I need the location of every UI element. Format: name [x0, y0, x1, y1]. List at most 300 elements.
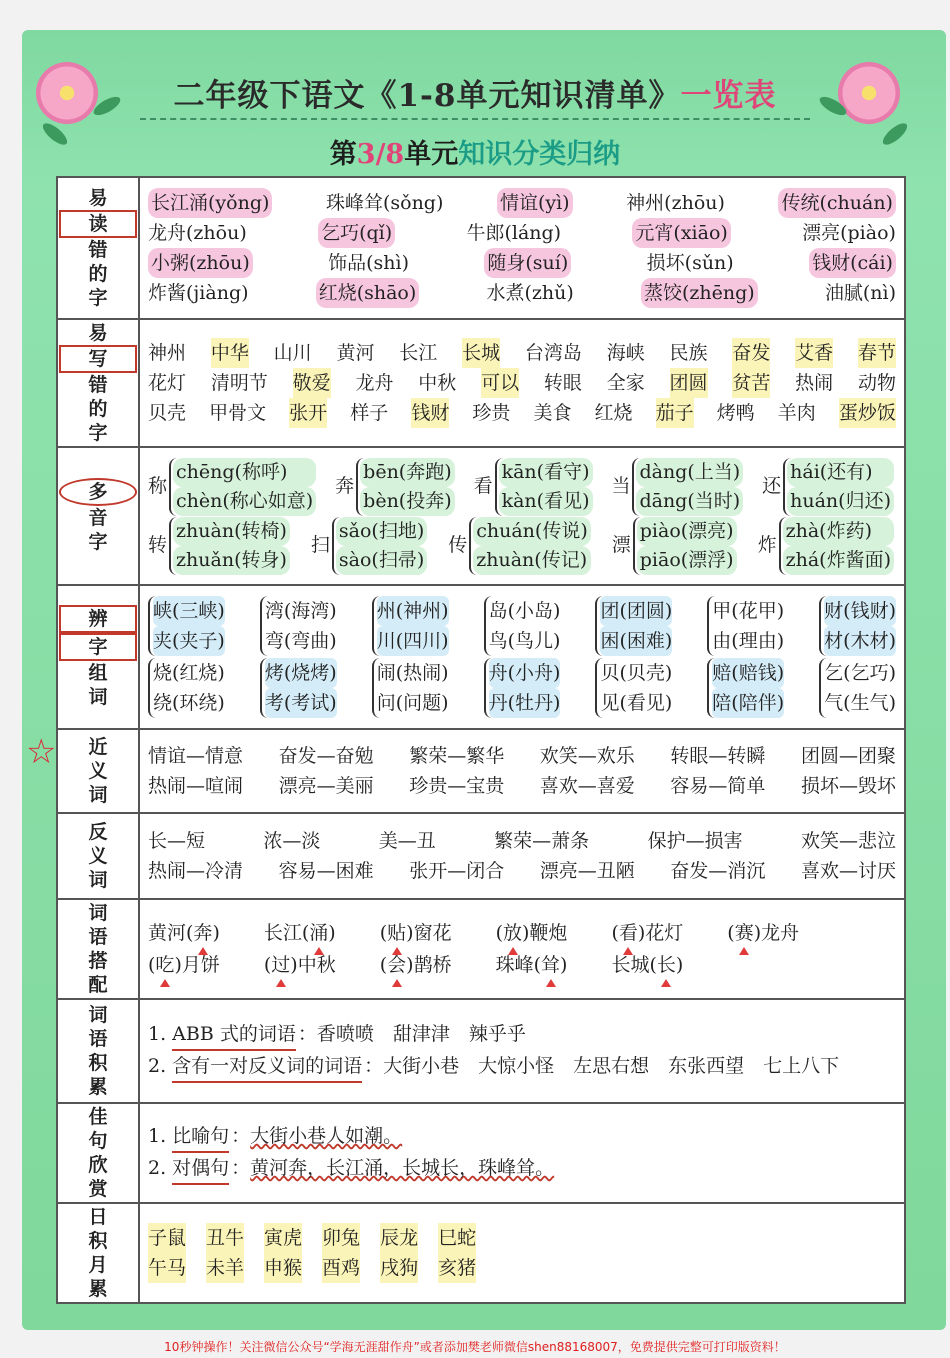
- antonym-pair: 喜欢—讨厌: [800, 860, 896, 882]
- polyphone-reading-a: chēng(称呼): [173, 458, 316, 487]
- collocation-item: [496, 950, 568, 980]
- zodiac-item: 未羊: [206, 1253, 244, 1283]
- antonym-pair: 保护—损害: [647, 830, 743, 852]
- distinguish-word: 由(理由): [712, 630, 785, 652]
- easy-read-word: 漂亮(piào): [802, 222, 896, 244]
- sentence-label: 对偶句: [172, 1153, 229, 1185]
- distinguish-group: [595, 596, 672, 656]
- collocations-content: [139, 899, 905, 999]
- easy-read-word: 乞巧(qǐ): [318, 218, 395, 248]
- easy-write-word: 山川: [273, 342, 312, 364]
- collocation-item: [611, 918, 683, 948]
- polyphone-reading-b: bèn(投奔): [360, 487, 454, 516]
- collocation-post: )龙舟: [753, 922, 800, 944]
- collocation-post: )鹊桥: [406, 954, 452, 976]
- category-easy-read: [57, 177, 139, 319]
- polyphone-char: 看: [473, 475, 493, 497]
- easy-write-word: 珍贵: [472, 402, 511, 424]
- polyphone-reading-b: dāng(当时): [636, 487, 743, 516]
- collocation-key: 吃: [155, 950, 174, 980]
- easy-read-word: 油腻(nì): [824, 282, 896, 304]
- category-char: 搭: [88, 950, 108, 972]
- distinguish-group: [148, 658, 225, 718]
- easy-read-row: [148, 218, 896, 248]
- easy-write-word: 样子: [350, 402, 389, 424]
- collocation-item: [611, 950, 683, 980]
- antonym-pair: 漂亮—丑陋: [539, 860, 635, 882]
- polyphone-reading-a: piào(漂亮): [637, 517, 737, 546]
- easy-read-word: 神州(zhōu): [626, 192, 725, 214]
- collocation-row: [148, 918, 896, 948]
- distinguish-word: 丹(牡丹): [489, 688, 561, 718]
- polyphone-char: 奔: [335, 475, 355, 497]
- distinguish-word: 烤(烧烤): [265, 658, 337, 688]
- category-char: 义: [88, 845, 108, 867]
- polyphone-char: 当: [611, 475, 631, 497]
- easy-read-word: 传统(chuán): [778, 188, 896, 218]
- category-char: 句: [88, 1130, 108, 1152]
- easy-read-word: 长江涌(yǒng): [148, 188, 272, 218]
- collocation-post: ): [212, 922, 220, 944]
- easy-write-word: 长城: [462, 338, 500, 368]
- easy-read-word: 蒸饺(zhēng): [641, 278, 758, 308]
- star-mark-icon: ☆: [26, 732, 57, 772]
- easy-read-word: 情谊(yì): [497, 188, 573, 218]
- polyphone-readings: [495, 458, 593, 516]
- category-char: 字: [88, 531, 108, 553]
- distinguish-word: 岛(小岛): [488, 600, 561, 622]
- easy-write-word: 奋发: [732, 338, 770, 368]
- category-sentences: [57, 1103, 139, 1203]
- easy-write-word: 台湾岛: [524, 342, 582, 364]
- collocation-post: ): [560, 954, 568, 976]
- polyphone-char: 炸: [757, 534, 777, 556]
- category-char-marked: 写: [59, 345, 137, 373]
- easy-write-word: 团圆: [670, 368, 708, 398]
- distinguish-word: 弯(弯曲): [264, 630, 337, 652]
- easy-read-content: [139, 177, 905, 319]
- collocation-post: )窗花: [406, 922, 452, 944]
- easy-write-word: 中秋: [418, 372, 457, 394]
- category-char: 累: [88, 1076, 108, 1098]
- polyphone-char: 传: [448, 534, 468, 556]
- page-subtitle: 第3/8单元知识分类归纳: [329, 139, 621, 170]
- easy-read-word: 牛郎(láng): [466, 222, 562, 244]
- polyphone-readings: [633, 517, 737, 575]
- category-char: 的: [88, 398, 108, 420]
- collocation-pre: (: [379, 954, 388, 976]
- distinguish-row: [148, 658, 896, 718]
- easy-read-word: 钱财(cái): [809, 248, 896, 278]
- category-char: 累: [88, 1278, 108, 1300]
- synonym-pair: 转眼—转瞬: [670, 745, 766, 767]
- category-zodiac: [57, 1203, 139, 1303]
- distinguish-word: 舟(小舟): [489, 658, 561, 688]
- category-char: 日: [88, 1206, 108, 1228]
- category-char: 字: [88, 422, 108, 444]
- distinguish-group: [819, 596, 896, 656]
- category-char: 配: [88, 974, 108, 996]
- easy-write-word: 神州: [148, 342, 187, 364]
- category-char: 易: [88, 322, 108, 344]
- category-char: 错: [88, 239, 108, 261]
- accumulate-num: 1.: [148, 1023, 167, 1045]
- easy-read-row: [148, 248, 896, 278]
- distinguish-word: 材(木材): [824, 626, 896, 656]
- polyphone-group: [611, 458, 743, 516]
- collocation-pre: (: [148, 954, 156, 976]
- polyphone-group: [612, 517, 737, 575]
- synonym-pair: 珍贵—宝贵: [409, 775, 505, 797]
- sentence-row: 2. 对偶句 ： 黄河奔，长江涌，长城长，珠峰耸。: [148, 1153, 896, 1185]
- antonym-pair: 欢笑—悲泣: [800, 830, 896, 852]
- easy-write-word: 张开: [289, 398, 327, 428]
- zodiac-item: 子鼠: [148, 1223, 186, 1253]
- distinguish-word: 气(生气): [824, 692, 896, 714]
- polyphone-char: 转: [148, 534, 168, 556]
- distinguish-group: [260, 658, 337, 718]
- sentence-text: 大街小巷人如潮。: [250, 1125, 403, 1147]
- zodiac-item: 酉鸡: [322, 1253, 360, 1283]
- collocation-post: )鞭炮: [522, 922, 568, 944]
- polyphone-readings: [332, 517, 427, 575]
- polyphone-group: [335, 458, 455, 516]
- polyphone-readings: [632, 458, 743, 516]
- distinguish-word: 烧(红烧): [153, 662, 225, 684]
- polyphone-group: [474, 458, 593, 516]
- category-char: 反: [88, 821, 108, 843]
- polyphone-reading-b: huán(归还): [787, 487, 894, 516]
- accumulate-row: 1. ABB 式的词语 ： 香喷喷 甜津津 辣乎乎: [148, 1019, 896, 1051]
- distinguish-group: [148, 596, 225, 656]
- collocation-key: 耸: [541, 950, 560, 980]
- distinguish-group: [260, 596, 337, 656]
- distinguish-group: [372, 596, 449, 656]
- collocation-item: [148, 918, 220, 948]
- category-char: 词: [88, 869, 108, 891]
- category-char: 月: [88, 1254, 108, 1276]
- easy-write-word: 羊肉: [777, 402, 816, 424]
- category-char: 积: [88, 1052, 108, 1074]
- polyphones-content: [139, 447, 905, 585]
- easy-read-word: 元宵(xiāo): [632, 218, 730, 248]
- collocation-key: 放: [503, 918, 522, 948]
- distinguish-word: 州(神州): [377, 596, 449, 626]
- easy-write-word: 蛋炒饭: [839, 398, 896, 428]
- zodiac-item: 辰龙: [380, 1223, 418, 1253]
- collocation-pre: 珠峰(: [495, 954, 541, 976]
- sentence-num: 2.: [148, 1157, 167, 1179]
- distinguish-word: 赔(赔钱): [712, 658, 784, 688]
- collocation-pre: 黄河(: [148, 922, 194, 944]
- easy-write-word: 花灯: [148, 372, 187, 394]
- zodiac-item: 亥猪: [438, 1253, 476, 1283]
- polyphone-readings: [169, 517, 290, 575]
- category-char: 错: [88, 374, 108, 396]
- antonym-pair: 浓—淡: [263, 830, 321, 852]
- distinguish-group: [484, 658, 561, 718]
- easy-write-word: 烤鸭: [716, 402, 755, 424]
- easy-read-word: 炸酱(jiàng): [148, 282, 249, 304]
- polyphone-group: [762, 458, 894, 516]
- easy-read-word: 小粥(zhōu): [148, 248, 253, 278]
- polyphone-reading-a: sǎo(扫地): [336, 517, 427, 546]
- polyphone-row: [148, 517, 896, 575]
- category-char: 音: [88, 507, 108, 529]
- easy-write-word: 海峡: [606, 342, 645, 364]
- distinguish-word: 乞(乞巧): [824, 662, 896, 684]
- polyphone-reading-a: zhà(炸药): [783, 517, 894, 546]
- sentence-text: 黄河奔，长江涌，长城长，珠峰耸。: [250, 1157, 555, 1179]
- easy-write-word: 中华: [211, 338, 249, 368]
- easy-write-word: 动物: [857, 372, 896, 394]
- easy-write-word: 清明节: [210, 372, 268, 394]
- polyphone-readings: [356, 458, 454, 516]
- easy-read-word: 龙舟(zhōu): [148, 222, 247, 244]
- easy-write-content: [139, 319, 905, 447]
- knowledge-table: [56, 176, 906, 1304]
- distinguish-word: 川(四川): [377, 626, 449, 656]
- distinguish-word: 陪(陪伴): [712, 688, 784, 718]
- polyphone-readings: [783, 458, 894, 516]
- distinguish-word: 湾(海湾): [264, 600, 337, 622]
- category-polyphones: [57, 447, 139, 585]
- easy-write-word: 红烧: [594, 402, 633, 424]
- category-char-marked: 读: [59, 210, 137, 238]
- category-char: 易: [88, 187, 108, 209]
- easy-write-word: 可以: [481, 368, 519, 398]
- polyphone-char: 还: [762, 475, 782, 497]
- distinguish-word: 困(困难): [600, 626, 672, 656]
- collocation-pre: (: [611, 922, 619, 944]
- collocation-pre: (: [495, 922, 503, 944]
- distinguish-group: [372, 658, 449, 718]
- polyphone-row: [148, 458, 896, 516]
- polyphone-group: [448, 517, 591, 575]
- page-title: 二年级下语文《1-8单元知识清单》一览表: [173, 78, 777, 114]
- zodiac-row: [148, 1223, 896, 1253]
- sentences-content: [139, 1103, 905, 1203]
- category-char: 词: [88, 1004, 108, 1026]
- polyphone-reading-a: kān(看守): [499, 458, 593, 487]
- collocation-key: 过: [271, 950, 290, 980]
- antonym-pair: 繁荣—萧条: [494, 830, 590, 852]
- polyphone-group: [311, 517, 427, 575]
- antonym-row: [148, 826, 896, 856]
- category-accumulate: [57, 999, 139, 1103]
- title-highlight: 一览表: [680, 78, 777, 114]
- antonym-pair: 美—丑: [378, 830, 436, 852]
- zodiac-item: 丑牛: [206, 1223, 244, 1253]
- category-easy-write: [57, 319, 139, 447]
- accumulate-items: 大街小巷 大惊小怪 左思右想 东张西望 七上八下: [383, 1055, 840, 1077]
- synonym-pair: 情谊—情意: [148, 745, 244, 767]
- easy-read-word: 红烧(shāo): [316, 278, 420, 308]
- easy-read-word: 珠峰耸(sǒng): [325, 192, 444, 214]
- collocation-row: [148, 950, 896, 980]
- distinguish-group: [707, 596, 784, 656]
- category-char-marked: 多: [59, 478, 137, 506]
- easy-read-word: 水煮(zhǔ): [486, 282, 574, 304]
- easy-write-word: 艾香: [795, 338, 833, 368]
- synonym-row: [148, 741, 896, 771]
- easy-write-word: 民族: [669, 342, 708, 364]
- easy-write-word: 春节: [858, 338, 896, 368]
- synonym-pair: 团圆—团聚: [800, 745, 896, 767]
- zodiac-item: 戌狗: [380, 1253, 418, 1283]
- collocation-item: [380, 918, 452, 948]
- easy-write-word: 美食: [533, 402, 572, 424]
- easy-write-word: 长江: [399, 342, 438, 364]
- category-char-marked: 字: [59, 633, 137, 661]
- category-char: 义: [88, 760, 108, 782]
- distinguish-word: 贝(贝壳): [600, 662, 673, 684]
- antonyms-content: [139, 813, 905, 899]
- polyphone-reading-b: kàn(看见): [499, 487, 593, 516]
- antonym-pair: 奋发—消沉: [670, 860, 766, 882]
- category-distinguish: [57, 585, 139, 729]
- antonym-pair: 张开—闭合: [409, 860, 505, 882]
- zodiac-item: 卯兔: [322, 1223, 360, 1253]
- accumulate-content: [139, 999, 905, 1103]
- collocation-post: ): [675, 954, 684, 976]
- synonym-pair: 繁荣—繁华: [409, 745, 505, 767]
- easy-write-row: [148, 398, 896, 428]
- antonym-pair: 长—短: [148, 830, 206, 852]
- distinguish-word: 见(看见): [600, 692, 673, 714]
- distinguish-row: [148, 596, 896, 656]
- category-char: 词: [88, 784, 108, 806]
- category-char: 佳: [88, 1106, 108, 1128]
- easy-write-word: 甲骨文: [209, 402, 267, 424]
- accumulate-label: ABB 式的词语: [172, 1019, 296, 1051]
- easy-write-word: 黄河: [336, 342, 375, 364]
- category-char-marked: 辨: [59, 605, 137, 633]
- polyphone-reading-a: zhuàn(转椅): [173, 517, 290, 546]
- synonym-pair: 容易—简单: [670, 775, 766, 797]
- collocation-item: [264, 918, 336, 948]
- distinguish-group: [595, 658, 672, 718]
- easy-write-row: [148, 368, 896, 398]
- antonym-pair: 容易—困难: [278, 860, 374, 882]
- collocation-key: 看: [619, 918, 638, 948]
- collocation-key: 赛: [735, 918, 754, 948]
- distinguish-word: 峡(三峡): [153, 596, 225, 626]
- easy-write-word: 龙舟: [355, 372, 394, 394]
- collocation-item: [264, 950, 336, 980]
- easy-read-word: 损坏(sǔn): [646, 252, 734, 274]
- collocation-item: [148, 950, 220, 980]
- synonym-pair: 热闹—喧闹: [148, 775, 244, 797]
- synonym-pair: 喜欢—喜爱: [539, 775, 635, 797]
- collocation-key: 涌: [309, 918, 328, 948]
- polyphone-group: [758, 517, 894, 575]
- collocation-item: [496, 918, 568, 948]
- easy-write-word: 钱财: [411, 398, 449, 428]
- collocation-key: 长: [657, 950, 676, 980]
- collocation-item: [727, 918, 799, 948]
- category-char: 词: [88, 686, 108, 708]
- polyphone-char: 扫: [310, 534, 330, 556]
- collocation-post: ): [328, 922, 336, 944]
- zodiac-item: 巳蛇: [438, 1223, 476, 1253]
- sentence-row: 1. 比喻句 ： 大街小巷人如潮。: [148, 1121, 896, 1153]
- polyphone-group: [148, 517, 290, 575]
- collocation-item: [380, 950, 452, 980]
- easy-write-word: 贫苦: [732, 368, 770, 398]
- category-char: 字: [88, 287, 108, 309]
- easy-read-word: 随身(suí): [484, 248, 571, 278]
- polyphone-reading-a: dàng(上当): [636, 458, 743, 487]
- accumulate-num: 2.: [148, 1055, 167, 1077]
- collocation-key: 贴: [387, 918, 406, 948]
- category-char: 积: [88, 1230, 108, 1252]
- category-collocations: [57, 899, 139, 999]
- accumulate-row: 2. 含有一对反义词的词语 ： 大街小巷 大惊小怪 左思右想 东张西望 七上八下: [148, 1051, 896, 1083]
- distinguish-word: 团(团圆): [600, 596, 672, 626]
- easy-write-word: 转眼: [543, 372, 582, 394]
- synonym-pair: 奋发—奋勉: [278, 745, 374, 767]
- distinguish-word: 问(问题): [376, 692, 449, 714]
- distinguish-word: 闹(热闹): [376, 662, 449, 684]
- easy-write-word: 全家: [606, 372, 645, 394]
- easy-write-word: 敬爱: [293, 368, 331, 398]
- collocation-pre: 长城(: [611, 954, 657, 976]
- easy-read-row: [148, 188, 896, 218]
- distinguish-group: [819, 658, 896, 718]
- category-char: 组: [88, 662, 108, 684]
- accumulate-label: 含有一对反义词的词语: [172, 1051, 362, 1083]
- collocation-pre: (: [379, 922, 388, 944]
- sentence-label: 比喻句: [172, 1121, 229, 1153]
- polyphone-group: [148, 458, 316, 516]
- category-char: 近: [88, 736, 108, 758]
- collocation-post: )花灯: [637, 922, 684, 944]
- antonym-pair: 热闹—冷清: [148, 860, 244, 882]
- polyphone-readings: [779, 517, 894, 575]
- synonym-pair: 欢笑—欢乐: [539, 745, 635, 767]
- polyphone-reading-a: hái(还有): [787, 458, 894, 487]
- polyphone-reading-a: chuán(传说): [473, 517, 591, 546]
- collocation-post: )中秋: [290, 954, 336, 976]
- synonym-row: [148, 771, 896, 801]
- polyphone-reading-a: bēn(奔跑): [360, 458, 454, 487]
- polyphone-reading-b: zhuǎn(转身): [173, 546, 290, 575]
- distinguish-word: 鸟(鸟儿): [488, 630, 561, 652]
- polyphone-char: 称: [148, 475, 168, 497]
- easy-write-row: [148, 338, 896, 368]
- synonyms-content: [139, 729, 905, 813]
- collocation-key: 会: [387, 950, 406, 980]
- category-char: 语: [88, 1028, 108, 1050]
- distinguish-group: [484, 596, 561, 656]
- distinguish-word: 考(考试): [265, 688, 337, 718]
- distinguish-word: 甲(花甲): [712, 600, 785, 622]
- collocation-pre: 长江(: [263, 922, 310, 944]
- zodiac-item: 寅虎: [264, 1223, 302, 1253]
- collocation-pre: (: [263, 954, 272, 976]
- zodiac-item: 申猴: [264, 1253, 302, 1283]
- zodiac-item: 午马: [148, 1253, 186, 1283]
- category-char: 的: [88, 263, 108, 285]
- collocation-key: 奔: [193, 918, 212, 948]
- collocation-pre: (: [727, 922, 735, 944]
- easy-write-word: 茄子: [656, 398, 694, 428]
- category-antonyms: [57, 813, 139, 899]
- easy-read-row: [148, 278, 896, 308]
- category-synonyms: [57, 729, 139, 813]
- collocation-post: )月饼: [174, 954, 220, 976]
